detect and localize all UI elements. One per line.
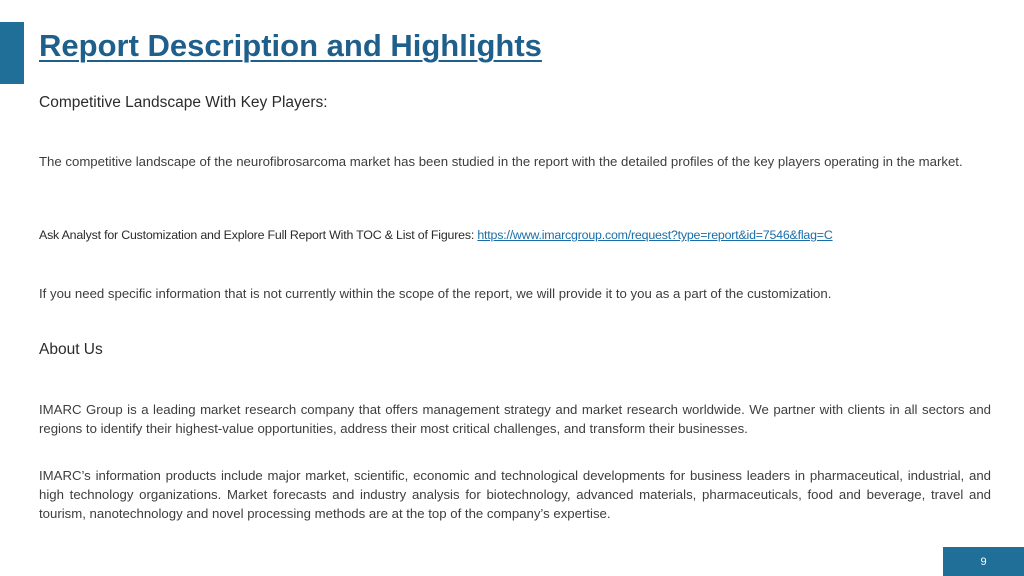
ask-analyst-line — [39, 226, 1019, 245]
request-report-link[interactable]: https://www.imarcgroup.com/request?type=report&id=7546&flag=C — [477, 228, 833, 242]
competitive-landscape-heading: Competitive Landscape With Key Players: — [39, 94, 328, 111]
competitive-landscape-paragraph: The competitive landscape of the neurofibrosarcoma market has been studied in the report with the detailed profiles of the key players operating in the market. — [39, 154, 963, 169]
about-us-paragraph-2: IMARC’s information products include major market, scientific, economic and technological developments for business leaders in pharmaceutical, industrial, and high technology organizations. Market forecasts and industry analysis for biotechnology, advanced materials, pharmaceuticals, food and beverage, travel and tourism, nanotechnology and novel processing methods are at the top of the company’s expertise. — [39, 468, 991, 521]
about-us-heading: About Us — [39, 341, 103, 358]
page-title: Report Description and Highlights — [39, 28, 542, 63]
page-number: 9 — [980, 555, 987, 568]
about-us-paragraph-1: IMARC Group is a leading market research company that offers management strategy and market research worldwide. We partner with clients in all sectors and regions to identify their highest-value opportunities, address their most critical challenges, and transform their businesses. — [39, 402, 991, 436]
title-accent-bar — [0, 22, 24, 84]
ask-analyst-label: Ask Analyst for Customization and Explore Full Report With TOC & List of Figures: — [39, 228, 478, 242]
customization-paragraph: If you need specific information that is not currently within the scope of the report, we will provide it to you as a part of the customization. — [39, 286, 832, 301]
page-number-badge — [943, 547, 1024, 576]
